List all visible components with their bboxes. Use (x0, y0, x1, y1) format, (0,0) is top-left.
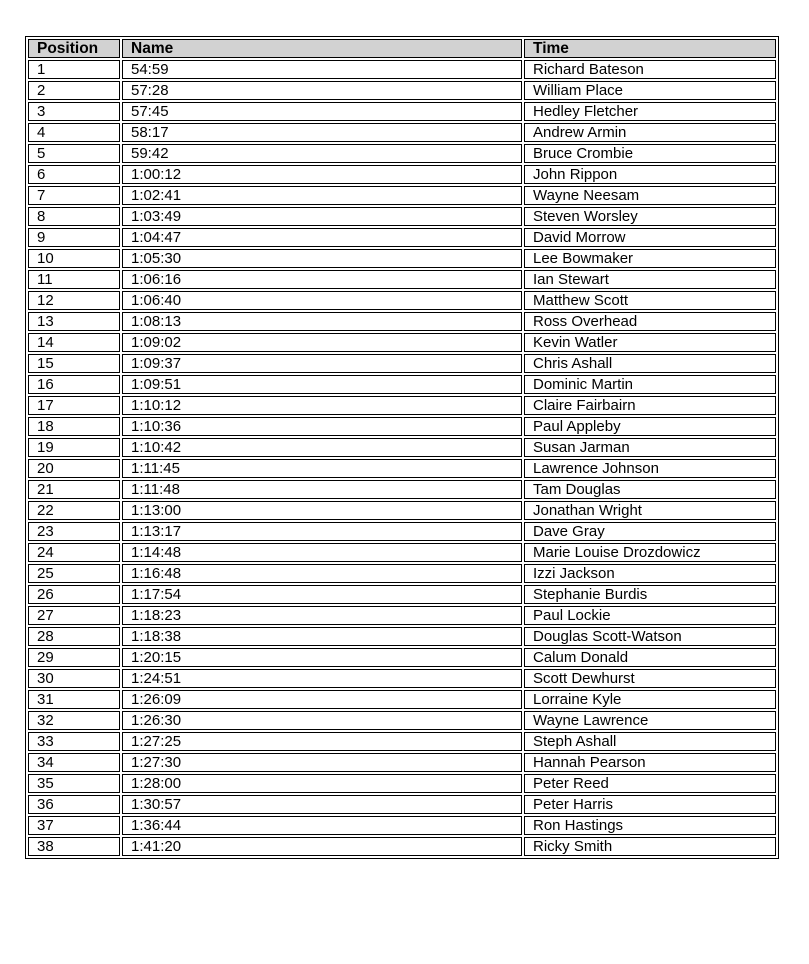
time-column-cell: Calum Donald (524, 648, 776, 667)
name-column-cell: 1:10:36 (122, 417, 522, 436)
table-row (28, 207, 776, 226)
position-cell: 31 (28, 690, 120, 709)
time-column-cell: Marie Louise Drozdowicz (524, 543, 776, 562)
table-row (28, 270, 776, 289)
time-column-cell: Richard Bateson (524, 60, 776, 79)
position-cell: 18 (28, 417, 120, 436)
name-column-cell: 57:28 (122, 81, 522, 100)
name-column-cell: 1:18:23 (122, 606, 522, 625)
time-column-cell: Ian Stewart (524, 270, 776, 289)
position-cell: 22 (28, 501, 120, 520)
time-column-cell: Paul Lockie (524, 606, 776, 625)
position-cell: 13 (28, 312, 120, 331)
position-cell: 8 (28, 207, 120, 226)
position-cell: 1 (28, 60, 120, 79)
position-cell: 11 (28, 270, 120, 289)
table-row (28, 774, 776, 793)
table-row (28, 543, 776, 562)
header-row (28, 39, 776, 58)
time-column-cell: David Morrow (524, 228, 776, 247)
table-row (28, 837, 776, 856)
position-cell: 2 (28, 81, 120, 100)
position-cell: 26 (28, 585, 120, 604)
time-column-cell: Hedley Fletcher (524, 102, 776, 121)
table-row (28, 816, 776, 835)
time-column-cell: Ricky Smith (524, 837, 776, 856)
column-header-name: Name (122, 39, 522, 58)
time-column-cell: Ron Hastings (524, 816, 776, 835)
table-row (28, 144, 776, 163)
table-row (28, 123, 776, 142)
name-column-cell: 1:36:44 (122, 816, 522, 835)
position-cell: 29 (28, 648, 120, 667)
time-column-cell: Peter Harris (524, 795, 776, 814)
position-cell: 30 (28, 669, 120, 688)
table-row (28, 522, 776, 541)
name-column-cell: 1:04:47 (122, 228, 522, 247)
name-column-cell: 1:02:41 (122, 186, 522, 205)
table-row (28, 291, 776, 310)
name-column-cell: 1:11:45 (122, 459, 522, 478)
name-column-cell: 1:06:16 (122, 270, 522, 289)
table-row (28, 249, 776, 268)
table-row (28, 165, 776, 184)
time-column-cell: Steph Ashall (524, 732, 776, 751)
table-row (28, 396, 776, 415)
position-cell: 15 (28, 354, 120, 373)
table-row (28, 375, 776, 394)
name-column-cell: 1:00:12 (122, 165, 522, 184)
position-cell: 16 (28, 375, 120, 394)
time-column-cell: Jonathan Wright (524, 501, 776, 520)
time-column-cell: Lorraine Kyle (524, 690, 776, 709)
table-row (28, 186, 776, 205)
table-row (28, 795, 776, 814)
time-column-cell: Ross Overhead (524, 312, 776, 331)
table-row (28, 732, 776, 751)
time-column-cell: Izzi Jackson (524, 564, 776, 583)
name-column-cell: 1:09:37 (122, 354, 522, 373)
position-cell: 6 (28, 165, 120, 184)
time-column-cell: Hannah Pearson (524, 753, 776, 772)
name-column-cell: 1:26:09 (122, 690, 522, 709)
table-row (28, 753, 776, 772)
name-column-cell: 1:18:38 (122, 627, 522, 646)
table-row (28, 312, 776, 331)
table-row (28, 480, 776, 499)
position-cell: 10 (28, 249, 120, 268)
name-column-cell: 1:16:48 (122, 564, 522, 583)
position-cell: 21 (28, 480, 120, 499)
table-row (28, 417, 776, 436)
name-column-cell: 1:03:49 (122, 207, 522, 226)
position-cell: 17 (28, 396, 120, 415)
position-cell: 19 (28, 438, 120, 457)
time-column-cell: Claire Fairbairn (524, 396, 776, 415)
position-cell: 27 (28, 606, 120, 625)
position-cell: 25 (28, 564, 120, 583)
table-row (28, 438, 776, 457)
table-row (28, 690, 776, 709)
name-column-cell: 1:30:57 (122, 795, 522, 814)
position-cell: 4 (28, 123, 120, 142)
name-column-cell: 1:20:15 (122, 648, 522, 667)
position-cell: 32 (28, 711, 120, 730)
name-column-cell: 1:10:42 (122, 438, 522, 457)
name-column-cell: 1:27:30 (122, 753, 522, 772)
name-column-cell: 54:59 (122, 60, 522, 79)
time-column-cell: Lee Bowmaker (524, 249, 776, 268)
time-column-cell: Matthew Scott (524, 291, 776, 310)
table-row (28, 669, 776, 688)
name-column-cell: 1:26:30 (122, 711, 522, 730)
name-column-cell: 1:28:00 (122, 774, 522, 793)
position-cell: 24 (28, 543, 120, 562)
time-column-cell: Scott Dewhurst (524, 669, 776, 688)
table-row (28, 648, 776, 667)
name-column-cell: 1:08:13 (122, 312, 522, 331)
time-column-cell: Lawrence Johnson (524, 459, 776, 478)
position-cell: 37 (28, 816, 120, 835)
position-cell: 3 (28, 102, 120, 121)
position-cell: 36 (28, 795, 120, 814)
name-column-cell: 1:10:12 (122, 396, 522, 415)
position-cell: 28 (28, 627, 120, 646)
time-column-cell: Andrew Armin (524, 123, 776, 142)
table-row (28, 459, 776, 478)
position-cell: 35 (28, 774, 120, 793)
time-column-cell: Kevin Watler (524, 333, 776, 352)
time-column-cell: Paul Appleby (524, 417, 776, 436)
position-cell: 12 (28, 291, 120, 310)
table-row (28, 60, 776, 79)
time-column-cell: Wayne Neesam (524, 186, 776, 205)
name-column-cell: 58:17 (122, 123, 522, 142)
name-column-cell: 1:27:25 (122, 732, 522, 751)
table-row (28, 585, 776, 604)
time-column-cell: Douglas Scott-Watson (524, 627, 776, 646)
column-header-position: Position (28, 39, 120, 58)
time-column-cell: Stephanie Burdis (524, 585, 776, 604)
name-column-cell: 1:06:40 (122, 291, 522, 310)
column-header-time: Time (524, 39, 776, 58)
time-column-cell: Dominic Martin (524, 375, 776, 394)
table-row (28, 564, 776, 583)
name-column-cell: 1:41:20 (122, 837, 522, 856)
time-column-cell: Dave Gray (524, 522, 776, 541)
time-column-cell: John Rippon (524, 165, 776, 184)
name-column-cell: 1:05:30 (122, 249, 522, 268)
table-row (28, 606, 776, 625)
name-column-cell: 1:13:00 (122, 501, 522, 520)
table-row (28, 354, 776, 373)
table-row (28, 228, 776, 247)
position-cell: 23 (28, 522, 120, 541)
name-column-cell: 1:09:02 (122, 333, 522, 352)
name-column-cell: 57:45 (122, 102, 522, 121)
position-cell: 20 (28, 459, 120, 478)
table-row (28, 102, 776, 121)
table-row (28, 501, 776, 520)
name-column-cell: 1:17:54 (122, 585, 522, 604)
position-cell: 5 (28, 144, 120, 163)
time-column-cell: Wayne Lawrence (524, 711, 776, 730)
name-column-cell: 1:09:51 (122, 375, 522, 394)
table-row (28, 627, 776, 646)
table-row (28, 81, 776, 100)
table-body (28, 60, 776, 856)
position-cell: 34 (28, 753, 120, 772)
position-cell: 38 (28, 837, 120, 856)
table-row (28, 333, 776, 352)
name-column-cell: 59:42 (122, 144, 522, 163)
time-column-cell: Chris Ashall (524, 354, 776, 373)
name-column-cell: 1:14:48 (122, 543, 522, 562)
name-column-cell: 1:13:17 (122, 522, 522, 541)
time-column-cell: Susan Jarman (524, 438, 776, 457)
time-column-cell: Steven Worsley (524, 207, 776, 226)
time-column-cell: Peter Reed (524, 774, 776, 793)
name-column-cell: 1:11:48 (122, 480, 522, 499)
results-table (25, 36, 779, 859)
table-row (28, 711, 776, 730)
position-cell: 9 (28, 228, 120, 247)
position-cell: 33 (28, 732, 120, 751)
name-column-cell: 1:24:51 (122, 669, 522, 688)
position-cell: 7 (28, 186, 120, 205)
position-cell: 14 (28, 333, 120, 352)
time-column-cell: William Place (524, 81, 776, 100)
time-column-cell: Tam Douglas (524, 480, 776, 499)
time-column-cell: Bruce Crombie (524, 144, 776, 163)
